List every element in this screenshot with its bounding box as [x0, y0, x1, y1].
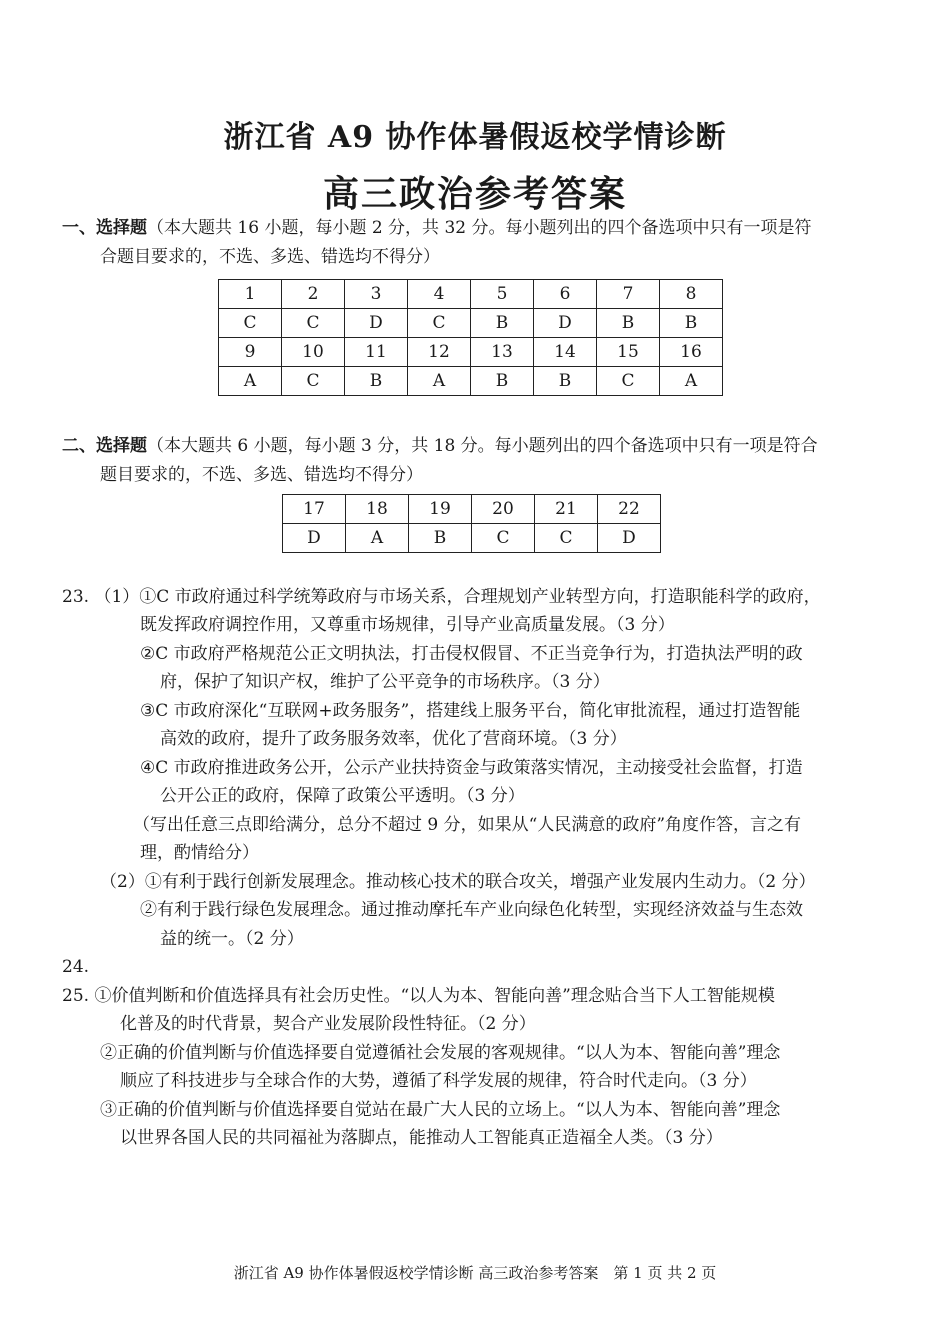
table-cell: 16 [660, 338, 723, 367]
table-cell: 4 [408, 280, 471, 309]
q25-line: 化普及的时代背景，契合产业发展阶段性特征。（2 分） [120, 1014, 536, 1034]
table-cell: 1 [219, 280, 282, 309]
table-row [219, 280, 723, 309]
table-cell: 3 [345, 280, 408, 309]
document-title: 浙江省 A9 协作体暑假返校学情诊断 [223, 120, 727, 155]
table-cell: C [597, 367, 660, 396]
section2-label: 二、选择题 [62, 436, 147, 456]
table-cell: C [408, 309, 471, 338]
table-cell: 21 [535, 495, 598, 524]
q23-line: ③C 市政府深化“互联网+政务服务”，搭建线上服务平台，简化审批流程，通过打造智能 [140, 701, 801, 721]
section2-desc-line1: （本大题共 6 小题，每小题 3 分，共 18 分。每小题列出的四个备选项中只有一项是符合 [147, 436, 818, 456]
table-cell: 7 [597, 280, 660, 309]
table-cell: C [219, 309, 282, 338]
q25-line: 顺应了科技进步与全球合作的大势，遵循了科学发展的规律，符合时代走向。（3 分） [120, 1071, 757, 1091]
table-cell: C [535, 524, 598, 553]
table-cell: 19 [409, 495, 472, 524]
q23-line: 理，酌情给分） [140, 843, 259, 863]
table-cell: 14 [534, 338, 597, 367]
section2-desc-line2: 题目要求的，不选、多选、错选均不得分） [100, 465, 423, 485]
table-cell: 13 [471, 338, 534, 367]
table-cell: 10 [282, 338, 345, 367]
section1-label: 一、选择题 [62, 218, 147, 238]
table-cell: A [660, 367, 723, 396]
table-cell: A [219, 367, 282, 396]
q23-line: （2）①有利于践行创新发展理念。推动核心技术的联合攻关，增强产业发展内生动力。（2 分） [100, 872, 816, 892]
q25-line: ②正确的价值判断与价值选择要自觉遵循社会发展的客观规律。“以人为本、智能向善”理念 [100, 1043, 781, 1063]
q23-line: 23. （1）①C 市政府通过科学统筹政府与市场关系，合理规划产业转型方向，打造职能科学的政府， [62, 587, 821, 607]
table-cell: 22 [598, 495, 661, 524]
table-cell: B [534, 367, 597, 396]
q25-line: 25. ①价值判断和价值选择具有社会历史性。“以人为本、智能向善”理念贴合当下人工智能规模 [62, 986, 775, 1006]
q25-line: 以世界各国人民的共同福祉为落脚点，能推动人工智能真正造福全人类。（3 分） [120, 1128, 723, 1148]
q23-line: ②有利于践行绿色发展理念。通过推动摩托车产业向绿色化转型，实现经济效益与生态效 [140, 900, 803, 920]
table-cell: B [660, 309, 723, 338]
table-cell: B [471, 309, 534, 338]
table-cell: B [597, 309, 660, 338]
q23-line: 高效的政府，提升了政务服务效率，优化了营商环境。（3 分） [160, 729, 627, 749]
q23-line: ②C 市政府严格规范公正文明执法，打击侵权假冒、不正当竞争行为，打造执法严明的政 [140, 644, 803, 664]
table-cell: 20 [472, 495, 535, 524]
table-row [219, 338, 723, 367]
table-cell: 17 [283, 495, 346, 524]
q23-line: 公开公正的政府，保障了政策公平透明。（3 分） [160, 786, 525, 806]
table-cell: 11 [345, 338, 408, 367]
section1-answer-table [218, 279, 723, 396]
q23-line: 府，保护了知识产权，维护了公平竞争的市场秩序。（3 分） [160, 672, 610, 692]
table-row [219, 309, 723, 338]
table-cell: A [408, 367, 471, 396]
table-cell: 2 [282, 280, 345, 309]
table-cell: B [471, 367, 534, 396]
section1-heading [62, 214, 892, 243]
table-cell: 9 [219, 338, 282, 367]
table-cell: B [345, 367, 408, 396]
table-cell: 6 [534, 280, 597, 309]
table-cell: C [282, 367, 345, 396]
q24-label: 24. [62, 957, 90, 977]
section2-heading [62, 432, 892, 461]
table-cell: 12 [408, 338, 471, 367]
section2-answer-table [282, 494, 661, 553]
table-cell: C [282, 309, 345, 338]
q25-line: ③正确的价值判断与价值选择要自觉站在最广大人民的立场上。“以人为本、智能向善”理念 [100, 1100, 781, 1120]
table-cell: C [472, 524, 535, 553]
table-row [283, 524, 661, 553]
table-cell: 5 [471, 280, 534, 309]
section1-desc-line1: （本大题共 16 小题，每小题 2 分，共 32 分。每小题列出的四个备选项中只有一项是符 [147, 218, 812, 238]
table-cell: D [345, 309, 408, 338]
table-cell: 15 [597, 338, 660, 367]
q23-line: （写出任意三点即给满分，总分不超过 9 分，如果从“人民满意的政府”角度作答，言之有 [133, 815, 802, 835]
table-row [283, 495, 661, 524]
table-cell: D [283, 524, 346, 553]
table-cell: A [346, 524, 409, 553]
table-cell: B [409, 524, 472, 553]
table-row [219, 367, 723, 396]
table-cell: D [598, 524, 661, 553]
table-cell: 8 [660, 280, 723, 309]
page-footer: 浙江省 A9 协作体暑假返校学情诊断 高三政治参考答案 第 1 页 共 2 页 [233, 1264, 717, 1282]
document-subtitle: 高三政治参考答案 [322, 173, 627, 215]
q23-line: 益的统一。（2 分） [160, 929, 304, 949]
q23-line: ④C 市政府推进政务公开，公示产业扶持资金与政策落实情况，主动接受社会监督，打造 [140, 758, 803, 778]
section1-desc-line2: 合题目要求的，不选、多选、错选均不得分） [100, 247, 440, 267]
q23-line: 既发挥政府调控作用，又尊重市场规律，引导产业高质量发展。（3 分） [140, 615, 675, 635]
table-cell: 18 [346, 495, 409, 524]
table-cell: D [534, 309, 597, 338]
